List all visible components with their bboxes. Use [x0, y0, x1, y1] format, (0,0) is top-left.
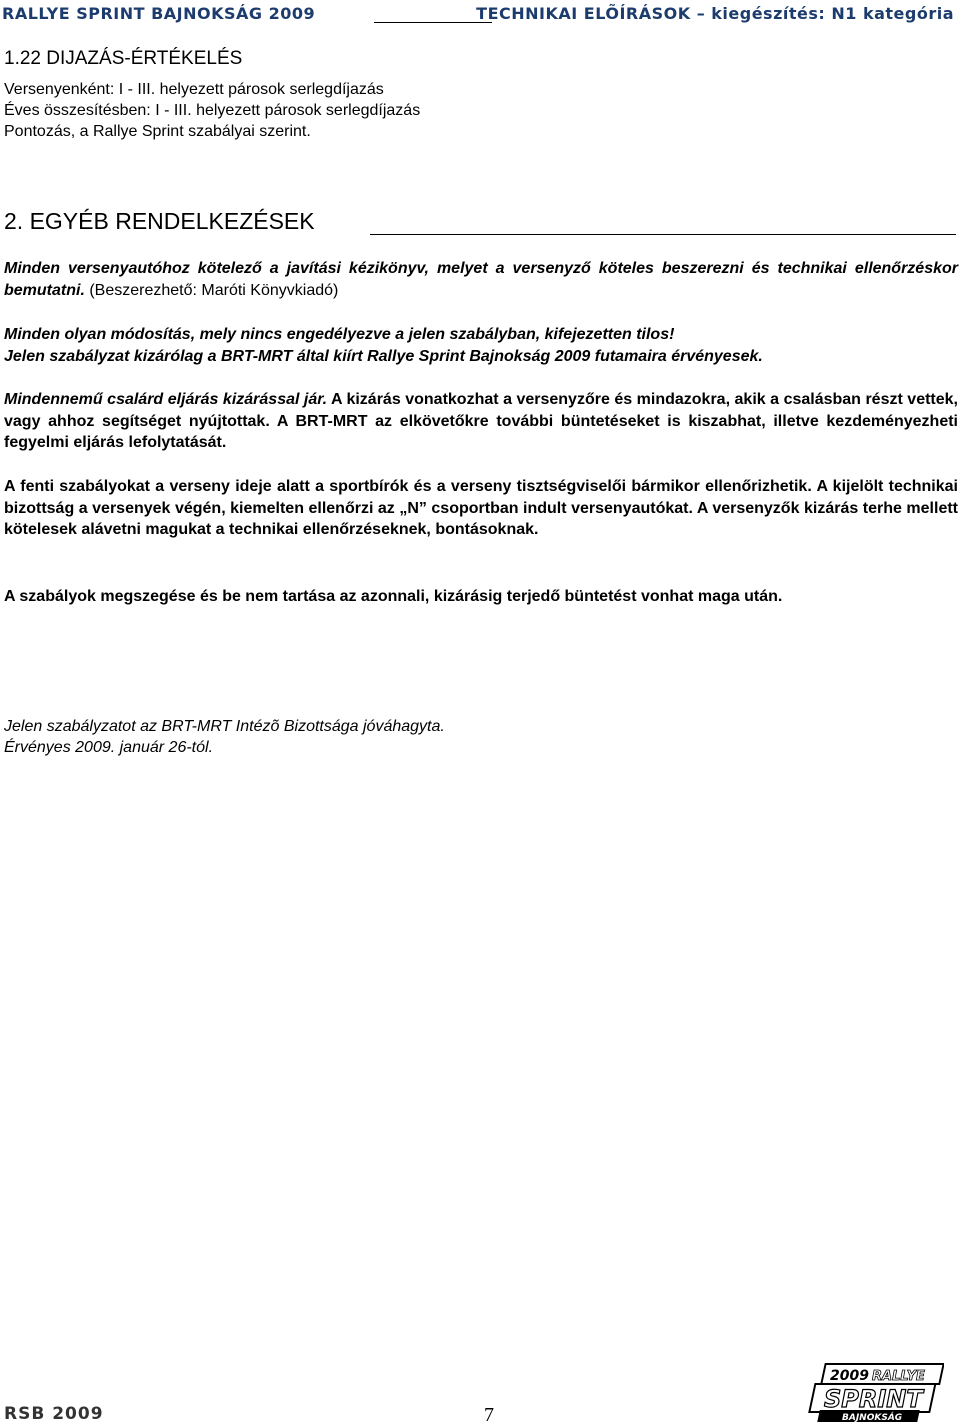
paragraph-modifications: Minden olyan módosítás, mely nincs engedélyezve a jelen szabályban, kifejezetten tilos! — [4, 326, 675, 343]
section-1-22-title: 1.22 DIJAZÁS-ÉRTÉKELÉS — [4, 48, 243, 69]
paragraph-manual — [4, 258, 958, 301]
header-left-title: RALLYE SPRINT BAJNOKSÁG 2009 — [2, 4, 316, 23]
logo-year: 2009 — [830, 1368, 869, 1384]
prize-line-race: Versenyenként: I - III. helyezett párosok serlegdíjazás — [4, 81, 384, 98]
prize-line-annual: Éves összesítésben: I - III. helyezett párosok serlegdíjazás — [4, 102, 421, 119]
logo-sprint: SPRINT — [824, 1385, 923, 1413]
section-2-title-rule — [370, 234, 956, 235]
rallye-sprint-logo — [808, 1362, 944, 1424]
prize-line-scoring: Pontozás, a Rallye Sprint szabályai szerint. — [4, 123, 311, 140]
paragraph-inspection: A fenti szabályokat a verseny ideje alatt a sportbírók és a verseny tisztségviselői bármikor ellenőrizhetik. A kijelölt technikai bizottság a versenyek végén, kiemelten ellenőrzi az „N” csoportban indult versenyautókat. A versenyzők kizárás terhe mellett kötelesek alávetni magukat a technikai ellenőrzéseknek, bontásoknak. — [4, 478, 958, 538]
approval-line: Jelen szabályzatot az BRT-MRT Intézõ Bizottsága jóváhagyta. — [4, 718, 445, 735]
header-right-title: TECHNIKAI ELÕÍRÁSOK – kiegészítés: N1 kategória — [476, 4, 954, 23]
paragraph-fraud — [4, 389, 958, 454]
footer-rsb-2009: RSB 2009 — [4, 1404, 104, 1424]
paragraph-fraud-rest: A kizárás vonatkozhat a versenyzőre és mindazokra, akik a csalásban részt vettek, vagy ahhoz segítséget nyújtottak. A BRT-MRT az elkövetőkre további büntetéseket is kiszabhat, illetve kezdeményezheti fegyelmi eljárás lefolytatását. — [4, 391, 959, 451]
header-rule — [374, 22, 492, 23]
section-2-title: 2. EGYÉB RENDELKEZÉSEK — [4, 208, 315, 234]
validity-date-line: Érvényes 2009. január 26-tól. — [4, 739, 214, 756]
logo-rallye: RALLYE — [872, 1369, 925, 1384]
paragraph-validity: Jelen szabályzat kizárólag a BRT-MRT által kiírt Rallye Sprint Bajnokság 2009 futamaira érvényesek. — [4, 348, 763, 365]
page-number: 7 — [484, 1404, 494, 1426]
paragraph-penalty: A szabályok megszegése és be nem tartása az azonnali, kizárásig terjedő büntetést vonhat maga után. — [4, 588, 783, 605]
paragraph-fraud-italic: Mindennemű csalárd eljárás kizárással jár. — [4, 391, 328, 408]
paragraph-manual-source: (Beszerezhető: Maróti Könyvkiadó) — [84, 281, 339, 299]
paragraph-manual-bold: Minden versenyautóhoz kötelező a javítási kézikönyv, melyet a versenyző köteles beszerezni és technikai ellenőrzéskor bemutatni. — [4, 260, 958, 299]
logo-bajnoksag: BAJNOKSÁG — [842, 1413, 903, 1423]
